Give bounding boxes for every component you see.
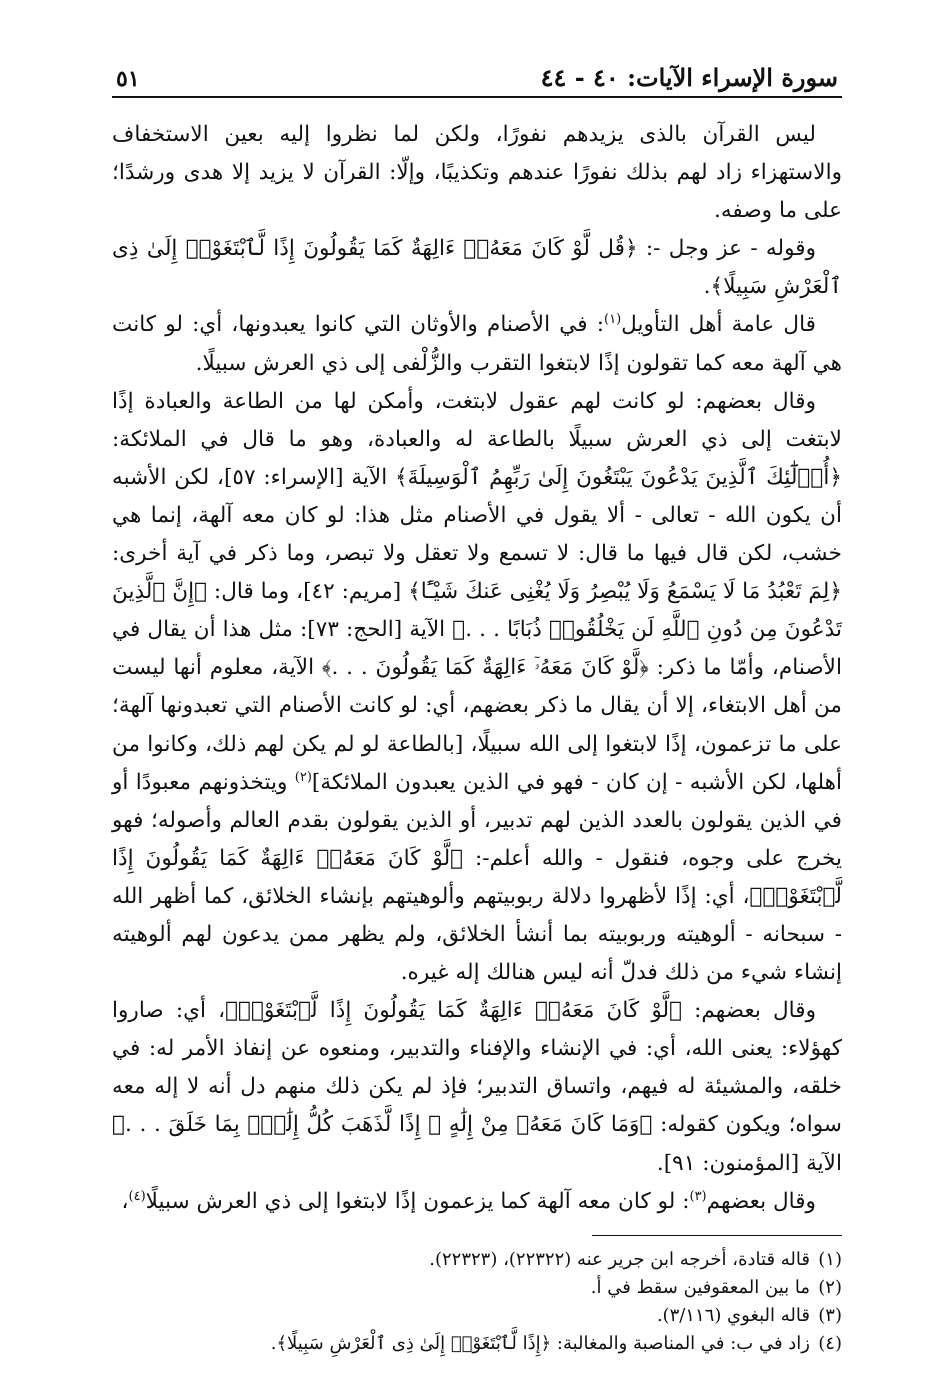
footnote-2 [112,1274,842,1302]
paragraph-5: وقال بعضهم: ﴿لَّوْ كَانَ مَعَهُۥٓ ءَالِهَةٌ كَمَا يَقُولُونَ إِذًا لَّٱبْتَغَوْا۟﴾، أي: صاروا كهؤلاء: يعنى الله، أي: في الإنشاء والإفناء والتدبير، ومنعوه عن إنفاذ الأمر له: في خلقه، والمشيئة له فيهم، واتساق التدبير؛ فإذ لم يكن ذلك منهم دل أنه لا إله معه سواه؛ ويكون كقوله: ﴿وَمَا كَانَ مَعَهُۥ مِنْ إِلَٰهٍ ۚ إِذًا لَّذَهَبَ كُلُّ إِلَٰهٍۭ بِمَا خَلَقَ . . .﴾ الآية [المؤمنون: ٩١]. [112,998,842,1176]
paragraph-6-text-c: ، [121,1188,129,1214]
footnote-ref-2[interactable]: (٢) [294,769,312,785]
paragraph-4 [112,383,842,993]
page-header [112,52,842,98]
paragraph-6-text-a: وقال بعضهم [706,1188,816,1214]
footnote-ref-1[interactable]: (١) [604,312,622,328]
paragraph-3 [112,306,842,382]
main-text [112,116,842,1221]
book-page [112,52,842,1352]
paragraph-4-text-b: ويتخذونهم معبودًا أو في الذين يقولون بالعدد الذين لهم تدبير، أو الذين يقولون بقدم العالم وأصوله؛ فهو يخرج على وجوه، فنقول - والله أعلم-: ﴿لَّوْ كَانَ مَعَهُۥٓ ءَالِهَةٌ كَمَا يَقُولُونَ إِذًا لَّٱبْتَغَوْا۟﴾، أي: إذًا لأظهروا دلالة ربوبيتهم وألوهيتهم بإنشاء الخلائق، كما أظهر الله - سبحانه - ألوهيته وربوبيته بما أنشأ الخلائق، ولم يظهر ممن يدعون لهم ألوهيته إنشاء شيء من ذلك فدلّ أنه ليس هنالك إله غيره. [112,769,842,986]
footnote-text: قاله البغوي (٣/١١٦). [656,1304,810,1326]
footnote-1 [112,1246,842,1274]
paragraph-6-text-b: : لو كان معه آلهة كما يزعمون إذًا لابتغوا إلى ذي العرش سبيلًا [145,1188,690,1214]
footnote-text: ما بين المعقوفين سقط في أ. [590,1276,810,1298]
paragraph-4-text-a: وقال بعضهم: لو كانت لهم عقول لابتغت، وأمكن لها من الطاعة والعبادة إذًا لابتغت إلى ذي العرش سبيلًا بالطاعة له والعبادة، وهو ما قال في الملائكة: ﴿أُو۟لَٰٓئِكَ ٱلَّذِينَ يَدْعُونَ يَبْتَغُونَ إِلَىٰ رَبِّهِمُ ٱلْوَسِيلَةَ﴾ الآية [الإسراء: ٥٧]، لكن الأشبه أن يكون الله - تعالى - ألا يقول في الأصنام مثل هذا: لو كان معه آلهة، إنما هي خشب، لكن قال فيها ما قال: لا تسمع ولا تعقل ولا تبصر، وما ذكر في آية أخرى: ﴿لِمَ تَعْبُدُ مَا لَا يَسْمَعُ وَلَا يُبْصِرُ وَلَا يُغْنِى عَنكَ شَيْـًٔا﴾ [مريم: ٤٢]، وما قال: ﴿إِنَّ ٱلَّذِينَ تَدْعُونَ مِن دُونِ ٱللَّهِ لَن يَخْلُقُوا۟ ذُبَابًا . . .﴾ الآية [الحج: ٧٣]: مثل هذا أن يقال في الأصنام، وأمّا ما ذكر: ﴿لَّوْ كَانَ مَعَهُۥٓ ءَالِهَةٌ كَمَا يَقُولُونَ . . .﴾ الآية، معلوم أنها ليست من أهل الابتغاء، إلا أن يقال ما ذكر بعضهم، أي: لو كانت الأصنام التي تعبدونها آلهة؛ على ما تزعمون، إذًا لابتغوا إلى الله سبيلًا، [بالطاعة لو لم يكن لهم ذلك، وكانوا من أهلها، لكن الأشبه - إن كان - فهو في الذين يعبدون الملائكة] [112,388,842,795]
paragraph-2: وقوله - عز وجل -: ﴿قُل لَّوْ كَانَ مَعَهُۥٓ ءَالِهَةٌ كَمَا يَقُولُونَ إِذًا لَّٱبْتَغَوْا۟ إِلَىٰ ذِى ٱلْعَرْشِ سَبِيلًا﴾. [112,236,842,300]
footnotes [112,1246,842,1358]
paragraph-3-text-b: : في الأصنام والأوثان التي كانوا يعبدونها، أي: لو كانت هي آلهة معه كما تقولون إذًا لابتغوا التقرب والزُّلْفى إلى ذي العرش سبيلًا. [112,312,842,376]
footnote-number: (٤) [818,1332,842,1354]
footnote-ref-3[interactable]: (٣) [689,1188,707,1204]
footnote-text: قاله قتادة، أخرجه ابن جرير عنه (٢٢٣٢٢)، (٢٢٣٢٣). [429,1248,810,1270]
footnote-number: (٢) [818,1276,842,1298]
footnote-3 [112,1302,842,1330]
footnote-number: (١) [818,1248,842,1270]
paragraph-6 [112,1183,842,1221]
footnote-text: زاد في ب: في المناصبة والمغالبة: ﴿إِذًا لَّٱبْتَغَوْا۟ إِلَىٰ ذِى ٱلْعَرْشِ سَبِيلًا﴾. [270,1332,810,1354]
footnote-number: (٣) [818,1304,842,1326]
running-title: سورة الإسراء الآيات: ٤٠ - ٤٤ [540,63,838,92]
footnote-ref-4[interactable]: (٤) [128,1188,146,1204]
footnote-4 [112,1330,842,1358]
footnote-divider [592,1235,842,1236]
page-number: ٥١ [116,66,140,92]
paragraph-3-text-a: قال عامة أهل التأويل [621,312,816,338]
paragraph-1: ليس القرآن بالذى يزيدهم نفورًا، ولكن لما نظروا إليه بعين الاستخفاف والاستهزاء زاد لهم بذلك نفورًا عندهم وتكذيبًا، وإلّا: القرآن لا يزيد إلا هدى ورشدًا؛ على ما وصفه. [112,122,842,224]
